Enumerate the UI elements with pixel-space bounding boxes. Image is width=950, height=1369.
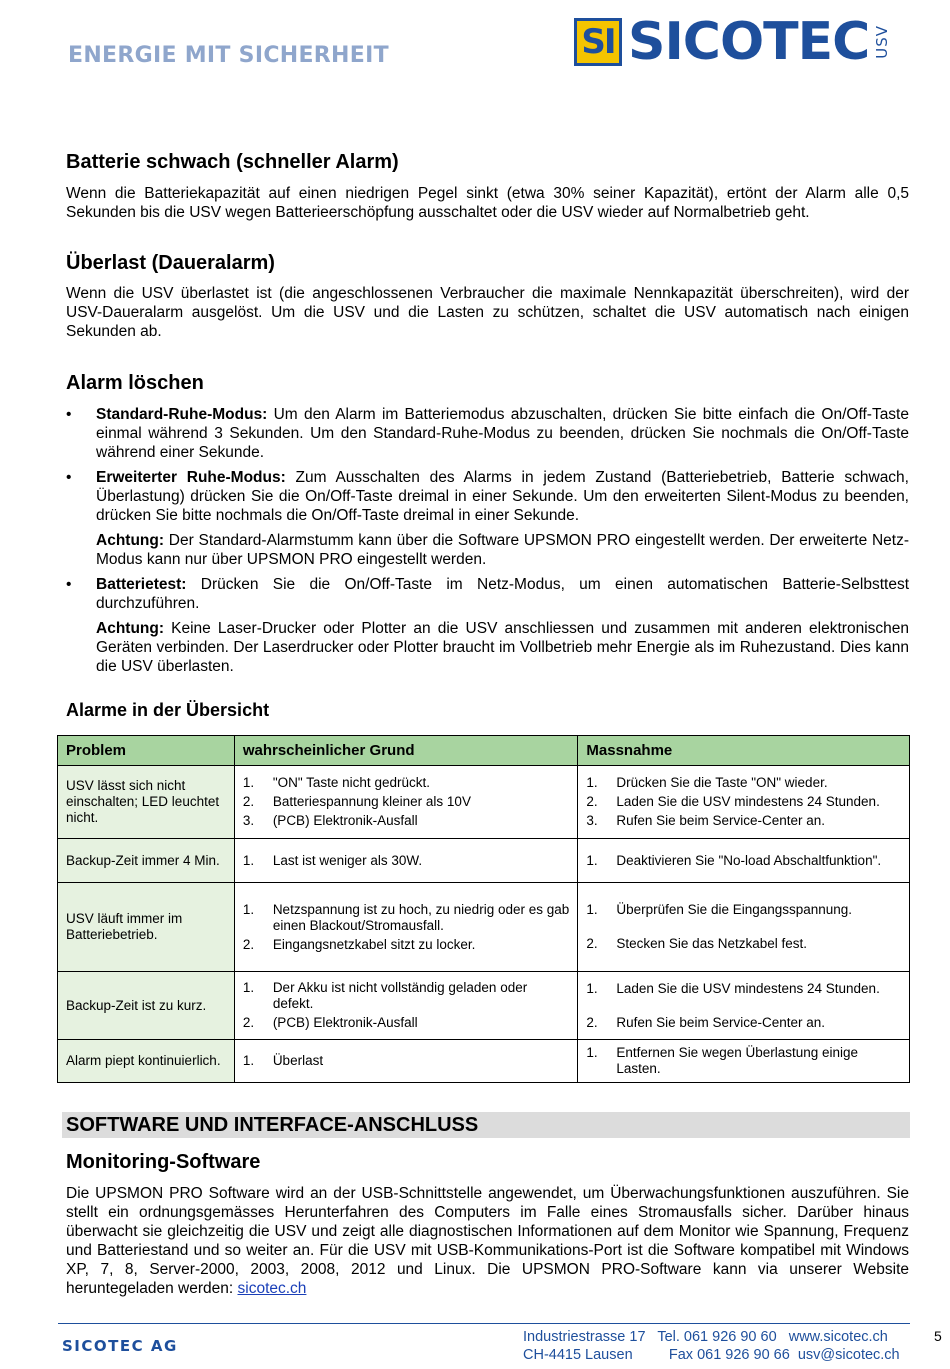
table-row xyxy=(58,839,910,883)
list-item: 1. "ON" Taste nicht gedrückt. xyxy=(242,775,430,790)
section-text: Wenn die Batteriekapazität auf einen niedrigen Pegel sinkt (etwa 30% seiner Kapazität), ertönt der Alarm alle 0,5 Sekunden bis die USV wegen Batterieerschöpfung ausschaltet oder die USV wieder auf Normalbetrieb geht. xyxy=(66,185,909,221)
action-cell xyxy=(578,839,910,883)
action-cell xyxy=(578,972,910,1040)
list-item xyxy=(66,575,909,613)
section-title: Alarme in der Übersicht xyxy=(66,700,270,720)
table-row xyxy=(58,883,910,972)
alarm-table xyxy=(57,735,910,1083)
action-cell xyxy=(578,1040,910,1083)
list-item: 2. (PCB) Elektronik-Ausfall xyxy=(242,1015,418,1030)
section-software xyxy=(66,1150,909,1298)
table-row xyxy=(58,766,910,839)
bullet: • xyxy=(66,469,72,486)
bullet: • xyxy=(66,576,72,593)
list-item: 2. Stecken Sie das Netzkabel fest. xyxy=(586,936,807,951)
note xyxy=(66,531,909,569)
page-number: 5 xyxy=(934,1328,942,1344)
list-item: 3. (PCB) Elektronik-Ausfall xyxy=(242,813,418,828)
list-item: 1. Deaktivieren Sie "No-load Abschaltfunktion". xyxy=(586,852,882,868)
section-title: Alarm löschen xyxy=(66,372,204,394)
action-cell xyxy=(578,883,910,972)
problem-cell: Backup-Zeit ist zu kurz. xyxy=(58,972,235,1040)
list-item: 1. Last ist weniger als 30W. xyxy=(242,852,423,868)
section-title: Batterie schwach (schneller Alarm) xyxy=(66,151,399,173)
website-link[interactable]: sicotec.ch xyxy=(237,1280,307,1297)
note-label: Achtung: xyxy=(96,620,165,637)
list-item: 2. Laden Sie die USV mindestens 24 Stunden. xyxy=(586,794,880,809)
section-overview xyxy=(66,698,909,722)
note xyxy=(66,619,909,676)
note-label: Achtung: xyxy=(96,532,165,549)
footer-company: SICOTEC AG xyxy=(62,1337,178,1355)
footer-address xyxy=(523,1328,900,1364)
action-cell xyxy=(578,766,910,839)
list-item: 2. Eingangsnetzkabel sitzt zu locker. xyxy=(242,936,476,952)
header-tagline: ENERGIE MIT SICHERHEIT xyxy=(68,43,389,68)
note-text: Keine Laser-Drucker oder Plotter an die USV anschliessen und zusammen mit anderen elektronischen Geräten verbinden. Der Laserdrucker oder Plotter braucht im Vollbetrieb mehr Energie als im Ruhezustand. Dies kann die USV überlasten. xyxy=(96,620,909,675)
list-item: 2. Rufen Sie beim Service-Center an. xyxy=(586,1014,825,1030)
list-item: 1. Überlast xyxy=(242,1053,324,1068)
cause-cell xyxy=(234,1040,578,1083)
list-item: 1. Drücken Sie die Taste "ON" wieder. xyxy=(586,775,828,790)
table-row xyxy=(58,1040,910,1083)
header-cell: Massnahme xyxy=(578,736,910,766)
list-item: 2. Batteriespannung kleiner als 10V xyxy=(242,794,471,809)
cause-cell xyxy=(234,883,578,972)
list-item: 1. Der Akku ist nicht vollständig geladen oder defekt. xyxy=(242,980,528,1011)
item-label: Standard-Ruhe-Modus: xyxy=(96,406,268,423)
section-text: Wenn die USV überlastet ist (die angeschlossenen Verbraucher die maximale Nennkapazität überschreiten), wird der USV-Daueralarm ausgelöst. Um die USV und die Lasten zu schützen, schaltet die USV automatisch nach einigen Sekunden ab. xyxy=(66,285,909,340)
problem-cell: USV lässt sich nicht einschalten; LED leuchtet nicht. xyxy=(58,766,235,839)
item-text: Zum Ausschalten des Alarms in jedem Zustand (Batteriebetrieb, Batterie schwach, Überlastung) drücken Sie die On/Off-Taste dreimal in einer Sekunde. Um den erweiterten Silent-Modus zu beenden, drücken Sie bitte nochmals die On/Off-Taste dreimal in einer Sekunde. xyxy=(96,469,909,524)
table-header-row xyxy=(58,736,910,766)
note-text: Der Standard-Alarmstumm kann über die Software UPSMON PRO eingestellt werden. Der erweiterte Netz-Modus kann nur über UPSMON PRO eingestellt werden. xyxy=(96,532,909,568)
header-cell: wahrscheinlicher Grund xyxy=(234,736,578,766)
list-item xyxy=(66,468,909,525)
section-text: Die UPSMON PRO Software wird an der USB-Schnittstelle angewendet, um Überwachungsfunktionen auszuführen. Sie stellt ein ordnungsgemässes Herunterfahren des Computers im Falle eines Stromausfalls sicher. Darüber hinaus überwacht sie gleichzeitig die USV und zeigt alle diagnostischen Informationen auf dem Monitor wie Spannung, Frequenz und Batteriestand und so weiter an. Für die USV mit USB-Kommunikations-Port ist die Software kompatibel mit Windows XP, 7, 8, Server-2000, 2003, 2008, 2012 und Linux. Die UPSMON PRO-Software kann via unserer Website heruntegeladen werden: sicotec.ch xyxy=(66,1185,909,1297)
footer-line-2: CH-4415 Lausen Fax 061 926 90 66 usv@sicotec.ch xyxy=(523,1347,900,1363)
section-title: Überlast (Daueralarm) xyxy=(66,252,275,274)
problem-cell: USV läuft immer im Batteriebetrieb. xyxy=(58,883,235,972)
alarm-clear-list xyxy=(66,405,909,682)
list-item xyxy=(66,405,909,462)
list-item: 1. Überprüfen Sie die Eingangsspannung. xyxy=(586,902,853,917)
list-item: 1. Laden Sie die USV mindestens 24 Stunden. xyxy=(586,980,880,996)
bullet: • xyxy=(66,406,72,423)
section-battery-low xyxy=(66,150,909,222)
section-overload xyxy=(66,251,909,341)
logo-mark: SI xyxy=(574,18,622,66)
list-item: 1. Netzspannung ist zu hoch, zu niedrig oder es gab einen Blackout/Stromausfall. xyxy=(242,901,570,933)
problem-cell: Alarm piept kontinuierlich. xyxy=(58,1040,235,1083)
item-text: Um den Alarm im Batteriemodus abzuschalten, drücken Sie bitte einfach die On/Off-Taste einmal während 3 Sekunden. Um den Standard-Ruhe-Modus zu beenden, drücken Sie nochmals die On/Off-Taste während einer Sekunde. xyxy=(96,406,909,461)
problem-cell: Backup-Zeit immer 4 Min. xyxy=(58,839,235,883)
cause-cell xyxy=(234,839,578,883)
header-cell: Problem xyxy=(58,736,235,766)
footer-divider xyxy=(58,1323,910,1324)
item-label: Erweiterter Ruhe-Modus: xyxy=(96,469,286,486)
logo-sub: USV xyxy=(873,25,892,59)
logo-text: SICOTEC xyxy=(628,12,870,72)
footer-line-1: Industriestrasse 17 Tel. 061 926 90 60 www.sicotec.ch xyxy=(523,1329,888,1345)
cause-cell xyxy=(234,766,578,839)
list-item: 1. Entfernen Sie wegen Überlastung einige Lasten. xyxy=(586,1045,859,1076)
software-section-bar: SOFTWARE UND INTERFACE-ANSCHLUSS xyxy=(62,1112,910,1138)
cause-cell xyxy=(234,972,578,1040)
table-row xyxy=(58,972,910,1040)
item-text: Drücken Sie die On/Off-Taste im Netz-Modus, um einen automatischen Batterie-Selbsttest durchzuführen. xyxy=(96,576,909,612)
item-label: Batterietest: xyxy=(96,576,187,593)
list-item: 3. Rufen Sie beim Service-Center an. xyxy=(586,813,825,828)
sicotec-logo xyxy=(574,12,892,72)
section-title: Monitoring-Software xyxy=(66,1151,261,1173)
section-alarm-clear xyxy=(66,371,909,395)
